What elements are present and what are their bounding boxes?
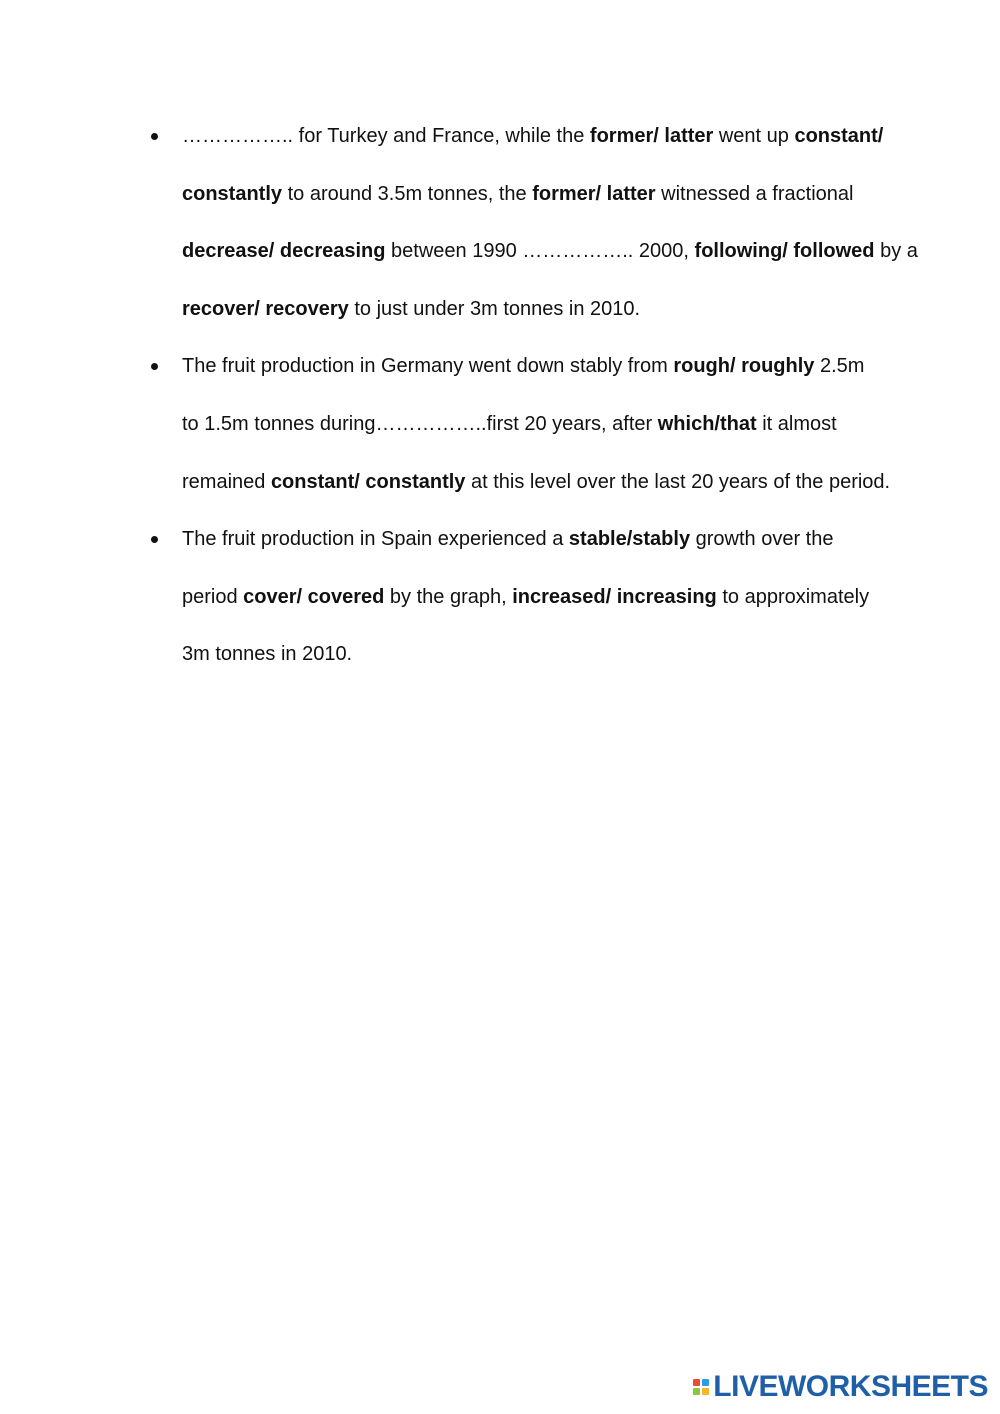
answer-choice: former/ latter	[589, 125, 714, 147]
logo-square	[693, 1388, 700, 1395]
answer-choice: constant/ constantly	[270, 470, 466, 493]
text-segment: to 1.5m tonnes during……………..first 20 years, after	[182, 412, 658, 435]
text-line	[182, 396, 960, 454]
bullet-dot-icon	[151, 536, 158, 543]
answer-choice: constant/	[794, 125, 884, 147]
text-segment: 2.5m	[814, 355, 865, 378]
text-segment: at this level over the last 20 years of the period.	[465, 470, 891, 493]
text-segment: remained	[182, 470, 271, 493]
text-segment: between 1990 …………….. 2000,	[385, 240, 695, 263]
text-segment: to around 3.5m tonnes, the	[282, 182, 533, 205]
answer-choice: increased/ increasing	[512, 585, 717, 608]
bullet-item	[150, 108, 960, 338]
text-line	[182, 569, 960, 627]
bullet-dot-icon	[151, 133, 158, 140]
bullet-dot-icon	[151, 363, 158, 370]
text-segment: by the graph,	[384, 585, 513, 608]
text-segment: it almost	[756, 412, 837, 435]
bullet-item	[150, 511, 960, 684]
answer-choice: following/ followed	[694, 240, 875, 263]
bullet-list	[150, 108, 960, 684]
text-line	[182, 223, 960, 281]
answer-choice: constantly	[182, 182, 283, 205]
answer-choice: former/ latter	[532, 182, 656, 205]
text-segment: went up	[713, 125, 795, 147]
text-line	[182, 511, 960, 569]
text-segment: The fruit production in Spain experienced a	[182, 528, 569, 551]
answer-choice: recover/ recovery	[182, 297, 349, 320]
text-segment: to approximately	[716, 585, 870, 608]
text-line	[182, 454, 960, 512]
text-line	[182, 626, 960, 684]
logo-square	[702, 1388, 709, 1395]
text-segment: period	[182, 585, 244, 608]
text-segment: witnessed a fractional	[655, 182, 854, 205]
bullet-item	[150, 338, 960, 511]
answer-choice: stable/stably	[568, 528, 691, 551]
text-line	[182, 166, 960, 224]
liveworksheets-logo	[693, 1372, 988, 1402]
answer-choice: decrease/ decreasing	[182, 240, 386, 263]
text-line	[182, 108, 960, 166]
text-segment: The fruit production in Germany went down stably from	[182, 355, 674, 378]
text-line	[182, 281, 960, 339]
logo-square	[702, 1379, 709, 1386]
text-segment: by a	[874, 240, 918, 263]
logo-text: LIVEWORKSHEETS	[713, 1370, 988, 1403]
answer-choice: cover/ covered	[243, 585, 385, 608]
logo-mark-icon	[693, 1379, 709, 1395]
text-segment: …………….. for Turkey and France, while the	[182, 125, 590, 147]
logo-square	[693, 1379, 700, 1386]
text-line	[182, 338, 960, 396]
answer-choice: which/that	[657, 412, 757, 435]
text-segment: growth over the	[690, 528, 834, 551]
answer-choice: rough/ roughly	[673, 355, 815, 378]
text-segment: 3m tonnes in 2010.	[182, 643, 353, 666]
text-segment: to just under 3m tonnes in 2010.	[348, 297, 641, 320]
